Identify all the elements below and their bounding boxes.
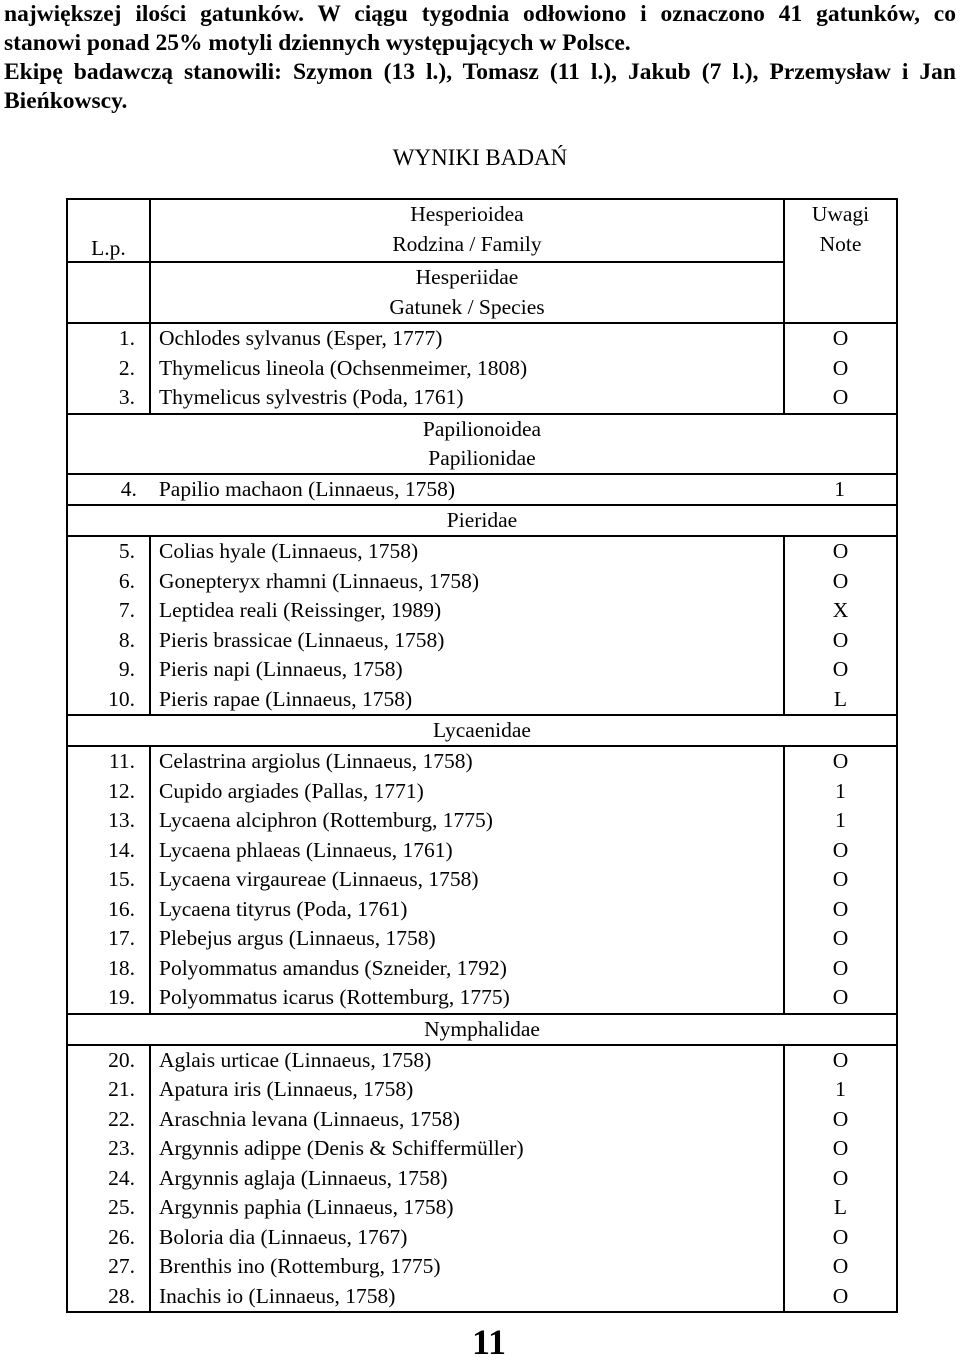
species-note: O <box>832 539 849 563</box>
header-row-2 <box>67 262 897 323</box>
species-name: Lycaena alciphron (Rottemburg, 1775) <box>159 808 493 832</box>
row-number: 10. <box>108 686 135 711</box>
species-note: O <box>832 326 849 350</box>
species-note: 1 <box>835 778 846 803</box>
header-family-hesperiidae: Hesperiidae <box>415 265 519 289</box>
intro-paragraph <box>4 0 956 116</box>
header-note-label-2: Note <box>819 231 862 256</box>
family-lycaenidae: Lycaenidae <box>433 718 531 742</box>
papilio-cell <box>67 474 897 506</box>
species-name: Pieris rapae (Linnaeus, 1758) <box>159 686 413 711</box>
row-number: 28. <box>108 1283 135 1308</box>
species-note: 1 <box>835 1077 846 1101</box>
species-name: Brenthis ino (Rottemburg, 1775) <box>159 1254 441 1278</box>
family-pieridae: Pieridae <box>446 508 518 532</box>
row-number: 19. <box>108 985 135 1009</box>
species-note: O <box>832 385 849 409</box>
row-number: 6. <box>118 568 135 593</box>
header-family-cell <box>150 199 784 262</box>
row-number: 14. <box>108 837 135 862</box>
species-name: Pieris brassicae (Linnaeus, 1758) <box>159 627 445 652</box>
species-name: Argynnis paphia (Linnaeus, 1758) <box>159 1195 454 1219</box>
species-name: Gonepteryx rhamni (Linnaeus, 1758) <box>159 568 480 593</box>
row-number: 23. <box>108 1136 135 1160</box>
row-number: 22. <box>108 1106 135 1131</box>
header-species-label: Gatunek / Species <box>389 294 545 319</box>
row-number: 20. <box>108 1047 135 1072</box>
row-number: 13. <box>108 808 135 832</box>
row-number: 5. <box>118 539 135 563</box>
row-number: 11. <box>108 749 135 773</box>
row-number: 7. <box>118 598 135 622</box>
num-column <box>67 536 150 715</box>
row-number: 24. <box>108 1165 135 1190</box>
family-cell <box>67 1014 897 1045</box>
row-number: 3. <box>118 385 135 409</box>
species-note: O <box>832 1254 849 1278</box>
results-table <box>66 198 898 1313</box>
species-note: L <box>833 686 848 711</box>
species-note: L <box>833 1195 848 1219</box>
superfamily-papilionoidea: Papilionoidea <box>422 416 542 441</box>
species-name: Boloria dia (Linnaeus, 1767) <box>159 1224 408 1249</box>
species-name: Inachis io (Linnaeus, 1758) <box>159 1283 396 1308</box>
name-column <box>150 746 784 1014</box>
row-number: 4. <box>120 476 137 501</box>
species-note: O <box>832 896 849 921</box>
species-note: O <box>832 1136 849 1160</box>
num-column <box>67 323 150 414</box>
species-name: Colias hyale (Linnaeus, 1758) <box>159 539 419 563</box>
intro-line-2: stanowi ponad 25% motyli dziennych występujących w Polsce. <box>4 30 631 56</box>
group-hesperiidae <box>67 323 897 414</box>
species-note: X <box>832 598 849 622</box>
note-column <box>784 323 897 414</box>
note-column <box>784 536 897 715</box>
note-column <box>784 1045 897 1313</box>
species-note: O <box>832 1047 849 1072</box>
species-name: Apatura iris (Linnaeus, 1758) <box>159 1077 414 1101</box>
species-name: Celastrina argiolus (Linnaeus, 1758) <box>159 749 473 773</box>
species-name: Araschnia levana (Linnaeus, 1758) <box>159 1106 460 1131</box>
species-name: Lycaena tityrus (Poda, 1761) <box>159 896 408 921</box>
row-number: 15. <box>108 867 135 891</box>
header-family-label: Rodzina / Family <box>392 231 542 256</box>
species-note: O <box>832 355 849 380</box>
species-note: 1 <box>835 808 846 832</box>
header-species-cell <box>150 262 784 323</box>
family-row-nymphalidae <box>67 1014 897 1045</box>
page-number: 11 <box>471 1322 506 1362</box>
species-note: O <box>832 657 849 681</box>
name-column <box>150 323 784 414</box>
species-name: Argynnis aglaja (Linnaeus, 1758) <box>159 1165 448 1190</box>
row-number: 9. <box>118 657 135 681</box>
superfamily-row <box>67 414 897 474</box>
papilio-row <box>67 474 897 506</box>
species-note: O <box>832 1283 849 1308</box>
row-number: 25. <box>108 1195 135 1219</box>
species-name: Argynnis adippe (Denis & Schiffermüller) <box>159 1136 524 1160</box>
intro-line-1: największej ilości gatunków. W ciągu tygodnia odłowiono i oznaczono 41 gatunków, co <box>4 1 956 27</box>
species-name: Leptidea reali (Reissinger, 1989) <box>159 598 442 622</box>
species-note: 1 <box>834 476 846 501</box>
species-name: Pieris napi (Linnaeus, 1758) <box>159 657 403 681</box>
family-nymphalidae: Nymphalidae <box>424 1016 540 1041</box>
header-empty-num <box>67 262 150 323</box>
species-note: O <box>832 867 849 891</box>
species-name: Papilio machaon (Linnaeus, 1758) <box>158 476 455 501</box>
header-row <box>67 199 897 262</box>
species-note: O <box>832 568 849 593</box>
species-name: Polyommatus icarus (Rottemburg, 1775) <box>159 985 510 1009</box>
row-number: 12. <box>108 778 135 803</box>
row-number: 27. <box>108 1254 135 1278</box>
species-note: O <box>832 1106 849 1131</box>
species-note: O <box>832 1165 849 1190</box>
species-name: Cupido argiades (Pallas, 1771) <box>159 778 424 803</box>
species-name: Polyommatus amandus (Szneider, 1792) <box>159 955 507 980</box>
row-number: 2. <box>118 355 135 380</box>
group-nymphalidae <box>67 1045 897 1313</box>
species-note: O <box>832 1224 849 1249</box>
num-column <box>67 746 150 1014</box>
row-number: 8. <box>118 627 135 652</box>
name-column <box>150 536 784 715</box>
intro-line-4: Bieńkowscy. <box>4 88 128 114</box>
species-note: O <box>832 985 849 1009</box>
species-name: Plebejus argus (Linnaeus, 1758) <box>159 926 436 950</box>
species-name: Aglais urticae (Linnaeus, 1758) <box>159 1047 432 1072</box>
family-row-pieridae <box>67 505 897 536</box>
family-row-lycaenidae <box>67 715 897 746</box>
species-note: O <box>832 955 849 980</box>
row-number: 16. <box>108 896 135 921</box>
intro-line-3: Ekipę badawczą stanowili: Szymon (13 l.), Tomasz (11 l.), Jakub (7 l.), Przemysław i Jan <box>4 59 956 85</box>
note-column <box>784 746 897 1014</box>
group-pieridae <box>67 536 897 715</box>
species-name: Thymelicus lineola (Ochsenmeimer, 1808) <box>159 355 528 380</box>
species-note: O <box>832 627 849 652</box>
num-column <box>67 1045 150 1313</box>
row-number: 17. <box>108 926 135 950</box>
row-number: 18. <box>108 955 135 980</box>
group-lycaenidae <box>67 746 897 1014</box>
header-superfamily: Hesperioidea <box>410 202 524 226</box>
species-name: Ochlodes sylvanus (Esper, 1777) <box>159 326 443 350</box>
species-note: O <box>832 926 849 950</box>
species-note: O <box>832 749 849 773</box>
header-lp <box>67 199 150 262</box>
species-name: Lycaena virgaureae (Linnaeus, 1758) <box>159 867 479 891</box>
species-name: Lycaena phlaeas (Linnaeus, 1761) <box>159 837 453 862</box>
name-column <box>150 1045 784 1313</box>
species-note: O <box>832 837 849 862</box>
superfamily-cell <box>67 414 897 474</box>
row-number: 1. <box>118 326 135 350</box>
section-title: WYNIKI BADAŃ <box>392 145 568 170</box>
species-name: Thymelicus sylvestris (Poda, 1761) <box>159 385 464 409</box>
row-number: 26. <box>108 1224 135 1249</box>
family-cell <box>67 505 897 536</box>
header-note-cell <box>784 199 897 323</box>
family-papilionidae: Papilionidae <box>428 445 536 470</box>
row-number: 21. <box>108 1077 135 1101</box>
header-lp-label: L.p. <box>91 236 126 260</box>
header-note-label-1: Uwagi <box>811 202 870 226</box>
family-cell <box>67 715 897 746</box>
